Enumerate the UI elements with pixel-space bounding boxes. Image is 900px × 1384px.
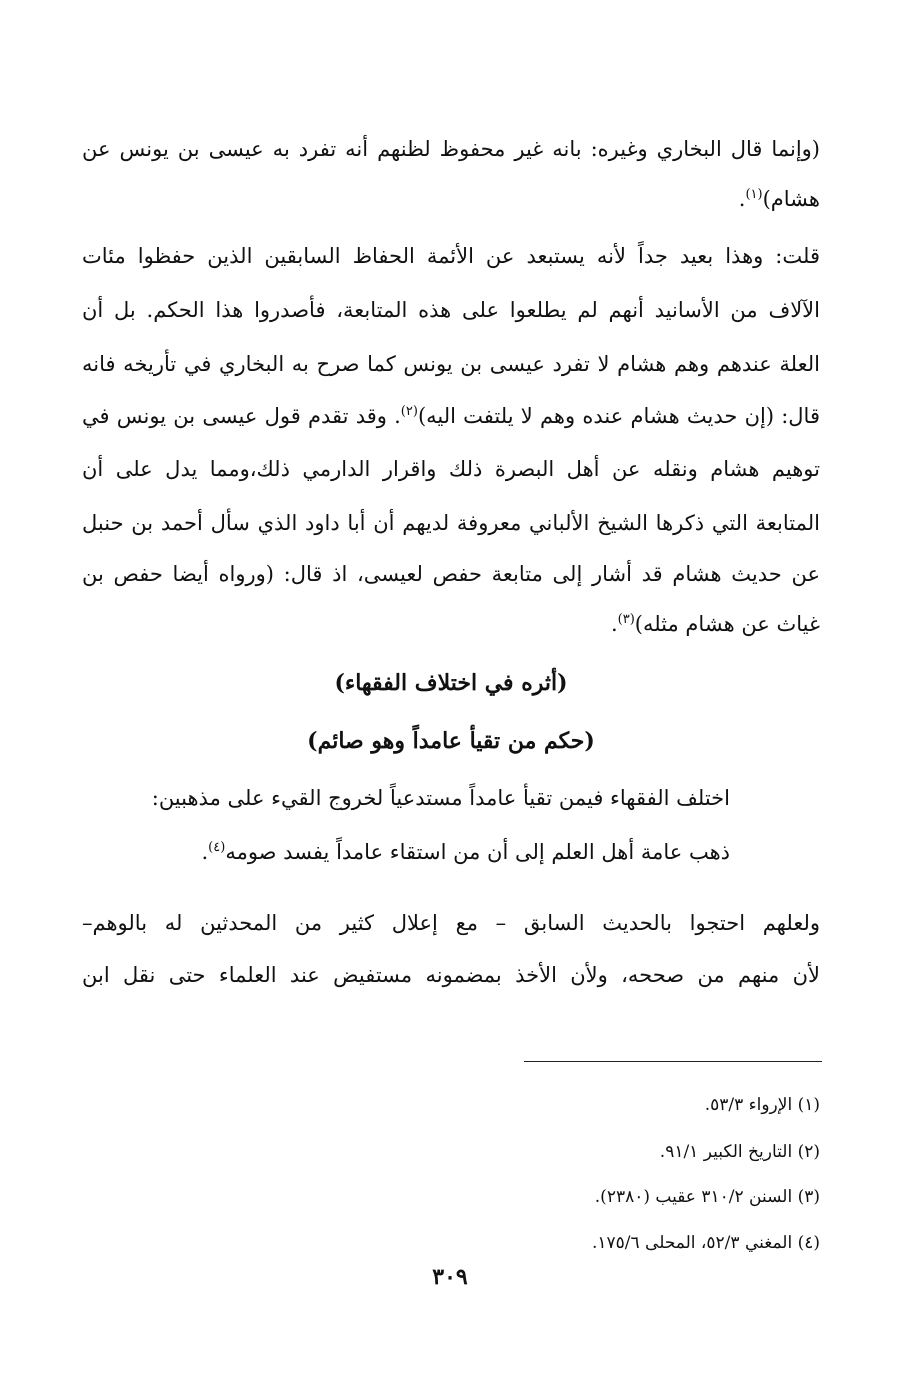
paragraph-4-line-2: لأن منهم من صححه، ولأن الأخذ بمضمونه مستفيض عند العلماء حتى نقل ابن xyxy=(82,963,820,987)
footnote-separator xyxy=(524,1061,822,1062)
paragraph-2-line-6: المتابعة التي ذكرها الشيخ الألباني معروفة لديهم أن أبا داود الذي سأل أحمد بن حنبل xyxy=(82,511,820,535)
paragraph-2-line-8-text: غياث عن هشام مثله) xyxy=(634,612,820,636)
paragraph-2-line-3: العلة عندهم وهم هشام لا تفرد عيسى بن يونس كما صرح به البخاري في تأريخه فانه xyxy=(82,352,821,376)
paragraph-2-line-8 xyxy=(611,609,820,639)
footnote-ref-3: (٣) xyxy=(617,612,635,627)
footnote-3: (٣) السنن ٣١٠/٢ عقيب (٢٣٨٠). xyxy=(594,1187,820,1207)
section-heading: (أثره في اختلاف الفقهاء) xyxy=(334,670,568,696)
footnote-ref-2: (٢) xyxy=(400,404,418,419)
paragraph-2-line-4-text-b: . وقد تقدم قول عيسى بن يونس في xyxy=(82,404,401,428)
footnote-ref-1: (١) xyxy=(745,187,763,202)
paragraph-2-line-4 xyxy=(82,401,820,431)
footnote-1: (١) الإرواء ٥٣/٣. xyxy=(704,1095,820,1115)
paragraph-2-line-2: الآلاف من الأسانيد أنهم لم يطلعوا على هذه المتابعة، فأصدروا هذا الحكم. بل أن xyxy=(82,298,820,322)
footnote-ref-4: (٤) xyxy=(208,840,226,855)
paragraph-1-line-2 xyxy=(739,184,820,214)
page-number: ٣٠٩ xyxy=(432,1264,468,1290)
paragraph-2-line-5: توهيم هشام ونقله عن أهل البصرة ذلك واقرار الدارمي ذلك،ومما يدل على أن xyxy=(82,457,820,481)
paragraph-1-line-1: (وإنما قال البخاري وغيره: بانه غير محفوظ لظنهم أنه تفرد به عيسى بن يونس عن xyxy=(82,137,820,161)
paragraph-4-line-1: ولعلهم احتجوا بالحديث السابق – مع إعلال كثير من المحدثين له بالوهم– xyxy=(82,911,820,935)
paragraph-3-line-2 xyxy=(201,837,730,867)
footnote-2: (٢) التاريخ الكبير ٩١/١. xyxy=(659,1142,820,1162)
paragraph-3-line-2-end: . xyxy=(201,840,209,864)
paragraph-1-line-2-text: هشام) xyxy=(762,187,820,211)
paragraph-3-line-1: اختلف الفقهاء فيمن تقيأ عامداً مستدعياً لخروج القيء على مذهبين: xyxy=(151,786,730,810)
paragraph-3-line-2-text: ذهب عامة أهل العلم إلى أن من استقاء عامداً يفسد صومه xyxy=(225,840,730,864)
paragraph-2-line-8-end: . xyxy=(610,612,618,636)
paragraph-1-line-2-end: . xyxy=(738,187,746,211)
paragraph-2-line-4-text-a: قال: (إن حديث هشام عنده وهم لا يلتفت اليه) xyxy=(417,404,820,428)
paragraph-2-line-7: عن حديث هشام قد أشار إلى متابعة حفص لعيسى، اذ قال: (ورواه أيضا حفص بن xyxy=(82,562,820,586)
footnote-4: (٤) المغني ٥٢/٣، المحلى ١٧٥/٦. xyxy=(591,1233,820,1253)
paragraph-2-line-1: قلت: وهذا بعيد جداً لأنه يستبعد عن الأئمة الحفاظ السابقين الذين حفظوا مئات xyxy=(82,244,820,268)
subsection-heading: (حكم من تقيأ عامداً وهو صائم) xyxy=(307,728,595,754)
